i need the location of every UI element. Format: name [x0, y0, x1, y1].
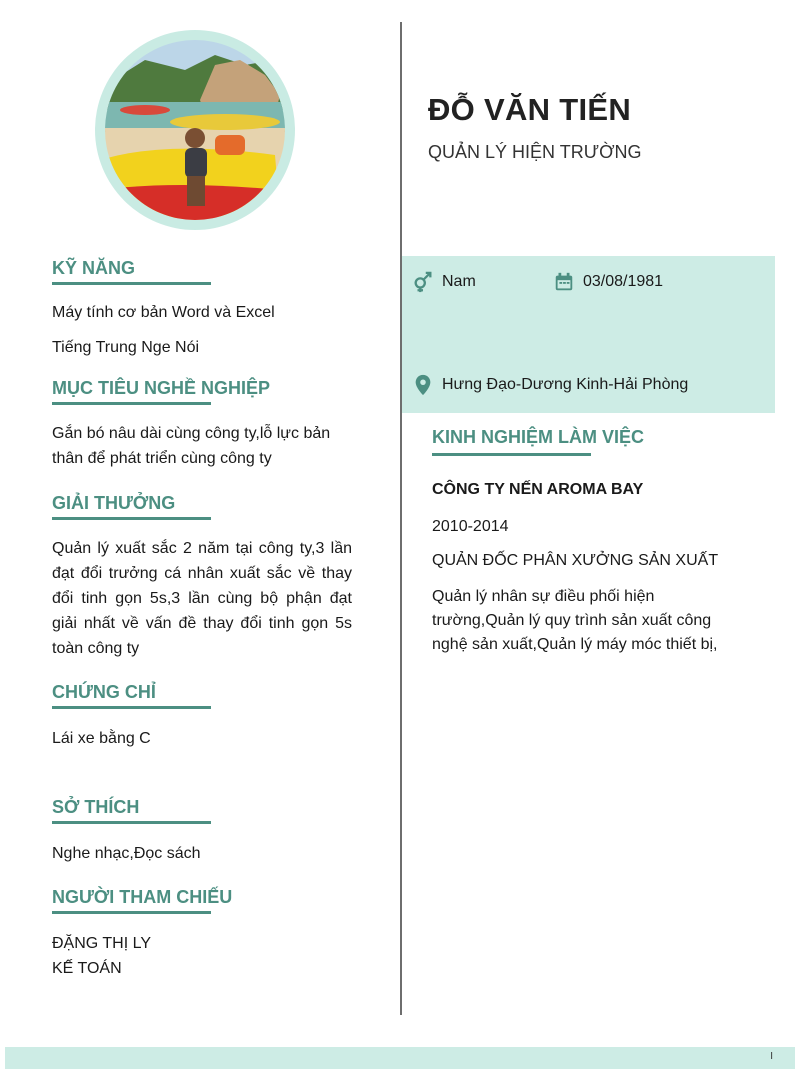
objective-section	[52, 378, 352, 405]
skills-heading: KỸ NĂNG	[52, 258, 211, 285]
gender-value: Nam	[442, 273, 476, 290]
avatar	[95, 30, 295, 230]
objective-text: Gắn bó nâu dài cùng công ty,lỗ lực bản thân để phát triển cùng công ty	[52, 425, 331, 467]
address-value: Hưng Đạo-Dương Kinh-Hải Phòng	[442, 376, 689, 393]
certificates-heading: CHỨNG CHỈ	[52, 682, 211, 709]
experience-position: QUẢN ĐỐC PHÂN XƯỞNG SẢN XUẤT	[432, 552, 719, 569]
personal-info-panel	[402, 256, 775, 413]
page-footer	[5, 1047, 795, 1069]
hobbies-heading: SỞ THÍCH	[52, 797, 211, 824]
awards-text: Quản lý xuất sắc 2 năm tại công ty,3 lần đạt đổi trưởng cá nhân xuất sắc về thay đổi tinh gọn 5s,3 lần cùng bộ phận đạt giải nhất về vấn đề thay đổi tinh gọn 5s toàn công ty	[52, 540, 352, 657]
birthdate-row	[553, 271, 663, 293]
gender-row	[412, 271, 476, 293]
experience-heading: KINH NGHIỆM LÀM VIỆC	[432, 427, 591, 456]
location-pin-icon	[412, 374, 434, 396]
references-heading: NGƯỜI THAM CHIẾU	[52, 887, 211, 914]
page-marker: I	[770, 1051, 773, 1062]
skills-item: Máy tính cơ bản Word và Excel	[52, 304, 275, 321]
profile-photo	[105, 40, 285, 220]
calendar-icon	[553, 271, 575, 293]
references-section	[52, 887, 352, 914]
certificates-text: Lái xe bằng C	[52, 730, 151, 747]
candidate-name: ĐỖ VĂN TIẾN	[428, 92, 632, 127]
awards-heading: GIẢI THƯỞNG	[52, 493, 211, 520]
address-row	[412, 374, 688, 396]
gender-icon	[412, 271, 434, 293]
experience-description: Quản lý nhân sự điều phối hiện trường,Quản lý quy trình sản xuất công nghệ sản xuất,Quản lý máy móc thiết bị,	[432, 588, 718, 653]
experience-section	[432, 427, 752, 456]
references-position: KẾ TOÁN	[52, 960, 122, 977]
candidate-role: QUẢN LÝ HIỆN TRƯỜNG	[428, 142, 642, 162]
column-divider	[400, 22, 402, 1015]
experience-period: 2010-2014	[432, 518, 509, 535]
hobbies-section	[52, 797, 352, 824]
birthdate-value: 03/08/1981	[583, 273, 664, 290]
skills-item: Tiếng Trung Nge Nói	[52, 339, 200, 356]
skills-section	[52, 258, 352, 285]
hobbies-text: Nghe nhạc,Đọc sách	[52, 845, 201, 862]
certificates-section	[52, 682, 352, 709]
references-name: ĐẶNG THỊ LY	[52, 935, 151, 952]
awards-section	[52, 493, 352, 520]
experience-company: CÔNG TY NẾN AROMA BAY	[432, 481, 644, 498]
objective-heading: MỤC TIÊU NGHỀ NGHIỆP	[52, 378, 211, 405]
